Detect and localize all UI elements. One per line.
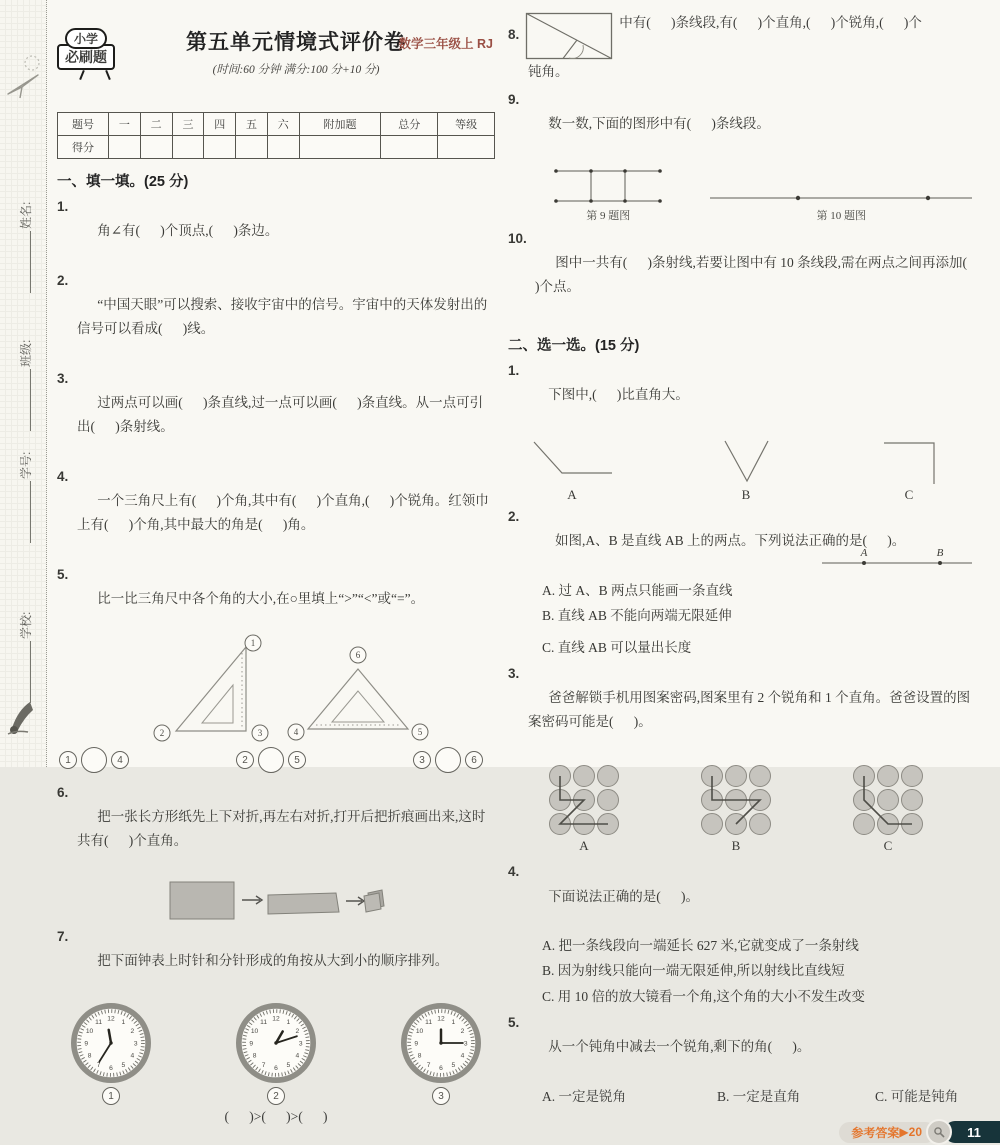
score-cell xyxy=(267,136,299,159)
option-c: C. 直线 AB 可以量出长度 xyxy=(542,639,692,655)
option-c: C. 用 10 倍的放大镜看一个角,这个角的大小不发生改变 xyxy=(542,988,865,1004)
score-header-cell: 二 xyxy=(140,113,172,136)
angle-label: B xyxy=(741,487,751,503)
question-number: 8. xyxy=(508,27,520,42)
svg-text:3: 3 xyxy=(463,1040,468,1048)
right-column xyxy=(508,12,988,1145)
question-text: 过两点可以画( )条直线,过一点可以画( )条直线。从一点可引出( )条射线。 xyxy=(77,395,484,435)
segments-grid-figure xyxy=(552,166,664,206)
pattern-option-b xyxy=(700,764,772,854)
logo-legs xyxy=(75,70,115,80)
angle-label: C xyxy=(904,487,914,503)
set-square-figure xyxy=(57,635,495,739)
question-number: 3. xyxy=(508,666,520,682)
line-ab-figure xyxy=(822,545,972,571)
question-8 xyxy=(508,12,976,60)
set-squares-svg xyxy=(96,635,456,739)
svg-text:5: 5 xyxy=(121,1062,126,1070)
svg-text:1: 1 xyxy=(250,638,256,649)
clock-face xyxy=(71,1003,151,1083)
svg-text:3: 3 xyxy=(257,728,263,739)
question-6 xyxy=(57,781,495,877)
score-cell xyxy=(140,136,172,159)
question-10 xyxy=(508,227,988,323)
svg-text:1: 1 xyxy=(121,1019,126,1027)
answer-reference-badge xyxy=(839,1122,936,1143)
question-8-tail: 钝角。 xyxy=(528,64,569,79)
score-header-cell: 四 xyxy=(204,113,236,136)
score-table-score-row xyxy=(58,136,495,159)
header xyxy=(57,26,495,102)
svg-text:6: 6 xyxy=(355,650,361,661)
unlock-pattern-figure xyxy=(548,764,620,836)
svg-text:12: 12 xyxy=(107,1016,115,1024)
edition-label: 数学三年级上 RJ xyxy=(398,37,493,51)
question-4 xyxy=(57,465,495,561)
svg-text:9: 9 xyxy=(84,1040,89,1048)
score-cell xyxy=(109,136,141,159)
answer-reference-page: ▶20 xyxy=(899,1125,922,1140)
angle-option-c xyxy=(878,439,940,503)
margin-field-name xyxy=(17,143,33,293)
question-number: 4. xyxy=(57,469,69,485)
svg-text:10: 10 xyxy=(415,1028,424,1036)
option-a: A. 把一条线段向一端延长 627 米,它就变成了一条射线 xyxy=(542,937,859,953)
svg-text:8: 8 xyxy=(417,1053,422,1061)
magnifier-icon xyxy=(926,1119,952,1145)
question-1 xyxy=(57,195,495,267)
question-number: 2. xyxy=(508,509,520,525)
question-number: 6. xyxy=(57,785,69,801)
clocks-figure xyxy=(57,1003,495,1105)
svg-text:6: 6 xyxy=(274,1065,278,1073)
question-text: 数一数,下面的图形中有( )条线段。 xyxy=(548,116,770,132)
score-cell xyxy=(172,136,204,159)
svg-text:B: B xyxy=(936,547,944,560)
figure-10 xyxy=(707,188,976,223)
pattern-options-figure xyxy=(508,764,976,854)
svg-text:7: 7 xyxy=(426,1062,431,1070)
score-cell xyxy=(204,136,236,159)
svg-text:4: 4 xyxy=(460,1053,465,1061)
score-cell xyxy=(236,136,268,159)
score-header-cell: 三 xyxy=(172,113,204,136)
clock-2 xyxy=(236,1003,316,1105)
question-number: 2. xyxy=(57,273,69,289)
svg-text:A: A xyxy=(860,547,868,560)
svg-text:7: 7 xyxy=(96,1062,101,1070)
figure-10-caption: 第 10 题图 xyxy=(816,210,867,223)
svg-text:6: 6 xyxy=(439,1065,443,1073)
page-subtitle: (时间:60 分钟 满分:100 分+10 分) xyxy=(212,64,380,76)
school-label: 学校: xyxy=(18,611,33,639)
svg-text:11: 11 xyxy=(260,1019,268,1027)
school-blank xyxy=(19,641,31,703)
section2-heading: 二、选一选。(15 分) xyxy=(508,338,640,355)
name-label: 姓名: xyxy=(18,201,33,229)
margin-field-student-id xyxy=(17,393,33,543)
compare-2-5 xyxy=(236,747,306,773)
question-text: 下面说法正确的是( )。 xyxy=(548,888,699,904)
option-b: B. 因为射线只能向一端无限延伸,所以射线比直线短 xyxy=(542,963,845,979)
question-number: 10. xyxy=(508,231,527,247)
svg-text:3: 3 xyxy=(298,1040,303,1048)
score-header-cell: 一 xyxy=(109,113,141,136)
question-3 xyxy=(57,367,495,463)
brand-logo xyxy=(57,28,161,80)
compare-3-6 xyxy=(413,747,483,773)
option-a: A. 一定是锐角 xyxy=(542,1088,626,1104)
page-title: 第五单元情境式评价卷 xyxy=(186,31,406,54)
compare-1-4 xyxy=(59,747,129,773)
circled-number: 6 xyxy=(465,751,483,769)
question-text: 比一比三角尺中各个角的大小,在○里填上“>”“<”或“=”。 xyxy=(97,591,425,607)
score-header-cell: 五 xyxy=(236,113,268,136)
svg-text:11: 11 xyxy=(95,1019,103,1027)
svg-text:2: 2 xyxy=(295,1028,300,1036)
question-number: 5. xyxy=(57,567,69,583)
question-text: 从一个钝角中减去一个锐角,剩下的角( )。 xyxy=(548,1039,811,1055)
section2-question-3 xyxy=(508,662,976,758)
score-table xyxy=(57,112,495,159)
circled-number: 4 xyxy=(111,751,129,769)
svg-text:1: 1 xyxy=(451,1019,456,1027)
clock-label: 3 xyxy=(432,1087,450,1105)
svg-text:8: 8 xyxy=(87,1053,92,1061)
compare-circle xyxy=(258,747,284,773)
option-b: B. 直线 AB 不能向两端无限延伸 xyxy=(542,608,732,624)
obtuse-angle-figure xyxy=(530,439,614,485)
section2-question-4 xyxy=(508,860,976,932)
option-b: B. 一定是直角 xyxy=(717,1088,801,1104)
clock-1 xyxy=(71,1003,151,1105)
question-5-options xyxy=(508,1084,976,1110)
question-text: 中有( )条线段,有( )个直角,( )个锐角,( )个 xyxy=(619,15,922,30)
svg-text:12: 12 xyxy=(437,1016,445,1024)
svg-text:7: 7 xyxy=(261,1062,266,1070)
pattern-label: A xyxy=(579,838,589,854)
acute-angle-figure xyxy=(721,439,771,485)
compare-circle xyxy=(81,747,107,773)
score-cell xyxy=(299,136,381,159)
clock-label: 2 xyxy=(267,1087,285,1105)
section2-question-5 xyxy=(508,1011,976,1083)
question-number: 3. xyxy=(57,371,69,387)
question-text: 图中一共有( )条射线,若要让图中有 10 条线段,需在两点之间再添加( )个点。 xyxy=(535,255,988,295)
score-header-cell: 附加题 xyxy=(299,113,381,136)
circled-number: 5 xyxy=(288,751,306,769)
circled-number: 3 xyxy=(413,751,431,769)
svg-text:11: 11 xyxy=(425,1019,433,1027)
pattern-option-a xyxy=(548,764,620,854)
question-text: 把一张长方形纸先上下对折,再左右对折,打开后把折痕画出来,这时共有( )个直角。 xyxy=(77,809,486,849)
clock-label: 1 xyxy=(102,1087,120,1105)
answer-reference-label: 参考答案 xyxy=(851,1125,900,1140)
svg-text:10: 10 xyxy=(250,1028,259,1036)
question-number: 4. xyxy=(508,864,520,880)
svg-text:9: 9 xyxy=(414,1040,419,1048)
angle-compare-row xyxy=(57,747,495,773)
question-text: 一个三角尺上有( )个角,其中有( )个直角,( )个锐角。红领巾上有( )个角,其中最大的角是( )角。 xyxy=(77,493,489,533)
question-9 xyxy=(508,88,976,160)
svg-text:3: 3 xyxy=(133,1040,138,1048)
question-number: 5. xyxy=(508,1015,520,1031)
rectangle-diagonal-figure xyxy=(525,12,613,60)
score-header-cell: 题号 xyxy=(58,113,109,136)
question-text: 角∠有( )个顶点,( )条边。 xyxy=(97,223,279,239)
question-number: 7. xyxy=(57,929,69,945)
svg-text:2: 2 xyxy=(460,1028,465,1036)
unlock-pattern-figure xyxy=(700,764,772,836)
unlock-pattern-figure xyxy=(852,764,924,836)
page-number-tab: 11 xyxy=(944,1121,1000,1143)
score-header-cell: 六 xyxy=(267,113,299,136)
question-number: 1. xyxy=(57,199,69,214)
svg-text:2: 2 xyxy=(130,1028,135,1036)
angle-options-figure xyxy=(508,439,976,503)
logo-line1: 小学 xyxy=(65,28,107,49)
svg-text:2: 2 xyxy=(159,728,165,739)
svg-text:4: 4 xyxy=(130,1053,135,1061)
angle-label: A xyxy=(567,487,577,503)
figure-9 xyxy=(526,166,691,223)
question-number: 9. xyxy=(508,92,520,108)
circled-number: 2 xyxy=(236,751,254,769)
svg-text:10: 10 xyxy=(85,1028,94,1036)
option-a: A. 过 A、B 两点只能画一条直线 xyxy=(542,582,733,598)
student-id-blank xyxy=(19,481,31,543)
score-cell xyxy=(438,136,495,159)
question-text: 如图,A、B 是直线 AB 上的两点。下列说法正确的是( )。 xyxy=(555,533,906,549)
option-c: C. 可能是钝角 xyxy=(875,1088,959,1104)
question-7 xyxy=(57,925,495,997)
pattern-label: B xyxy=(731,838,741,854)
section2-question-2 xyxy=(508,505,976,660)
pattern-option-c xyxy=(852,764,924,854)
svg-text:8: 8 xyxy=(252,1053,257,1061)
logo-line2: 必刷题 xyxy=(57,44,115,70)
svg-text:1: 1 xyxy=(286,1019,291,1027)
class-label: 班级: xyxy=(18,339,33,367)
clock-3 xyxy=(401,1003,481,1105)
right-angle-figure xyxy=(878,439,940,485)
svg-text:6: 6 xyxy=(109,1065,113,1073)
clock-face xyxy=(401,1003,481,1083)
page-footer xyxy=(508,1119,1000,1145)
question-5 xyxy=(57,563,495,635)
question-2 xyxy=(57,269,495,365)
angle-option-b xyxy=(721,439,771,503)
line-with-points-figure xyxy=(710,190,972,206)
question-text: 爸爸解锁手机用图案密码,图案里有 2 个锐角和 1 个直角。爸爸设置的图案密码可能是( )。 xyxy=(528,690,971,730)
paper-fold-figure xyxy=(57,877,495,923)
line-ab-svg xyxy=(822,545,972,571)
score-row-label: 得分 xyxy=(58,136,109,159)
clock-face xyxy=(236,1003,316,1083)
question-9-10-figures xyxy=(508,166,976,223)
svg-text:5: 5 xyxy=(417,727,423,738)
margin-field-school xyxy=(17,553,33,703)
svg-text:4: 4 xyxy=(295,1053,300,1061)
pattern-label: C xyxy=(883,838,893,854)
score-table-header-row xyxy=(58,113,495,136)
clock-answer-line: ( )>( )>( ) xyxy=(224,1109,328,1125)
question-text: “中国天眼”可以搜索、接收宇宙中的信号。宇宙中的天体发射出的信号可以看成( )线。 xyxy=(77,297,488,337)
student-id-label: 学号: xyxy=(18,451,33,479)
paper-plane-icon xyxy=(5,52,43,102)
angle-option-a xyxy=(530,439,614,503)
section1-heading: 一、填一填。(25 分) xyxy=(57,174,189,190)
score-header-cell: 总分 xyxy=(381,113,438,136)
paper-fold-svg xyxy=(168,877,384,923)
svg-text:5: 5 xyxy=(286,1062,291,1070)
svg-text:5: 5 xyxy=(451,1062,456,1070)
question-number: 1. xyxy=(508,363,520,379)
compare-circle xyxy=(435,747,461,773)
question-text: 把下面钟表上时针和分针形成的角按从大到小的顺序排列。 xyxy=(97,953,449,969)
figure-9-caption: 第 9 题图 xyxy=(586,210,631,223)
left-column xyxy=(57,12,495,1125)
svg-text:12: 12 xyxy=(272,1016,280,1024)
score-header-cell: 等级 xyxy=(438,113,495,136)
score-cell xyxy=(381,136,438,159)
svg-text:4: 4 xyxy=(293,727,299,738)
svg-text:9: 9 xyxy=(249,1040,254,1048)
circled-number: 1 xyxy=(59,751,77,769)
section2-question-1 xyxy=(508,359,976,431)
question-text: 下图中,( )比直角大。 xyxy=(548,387,689,403)
